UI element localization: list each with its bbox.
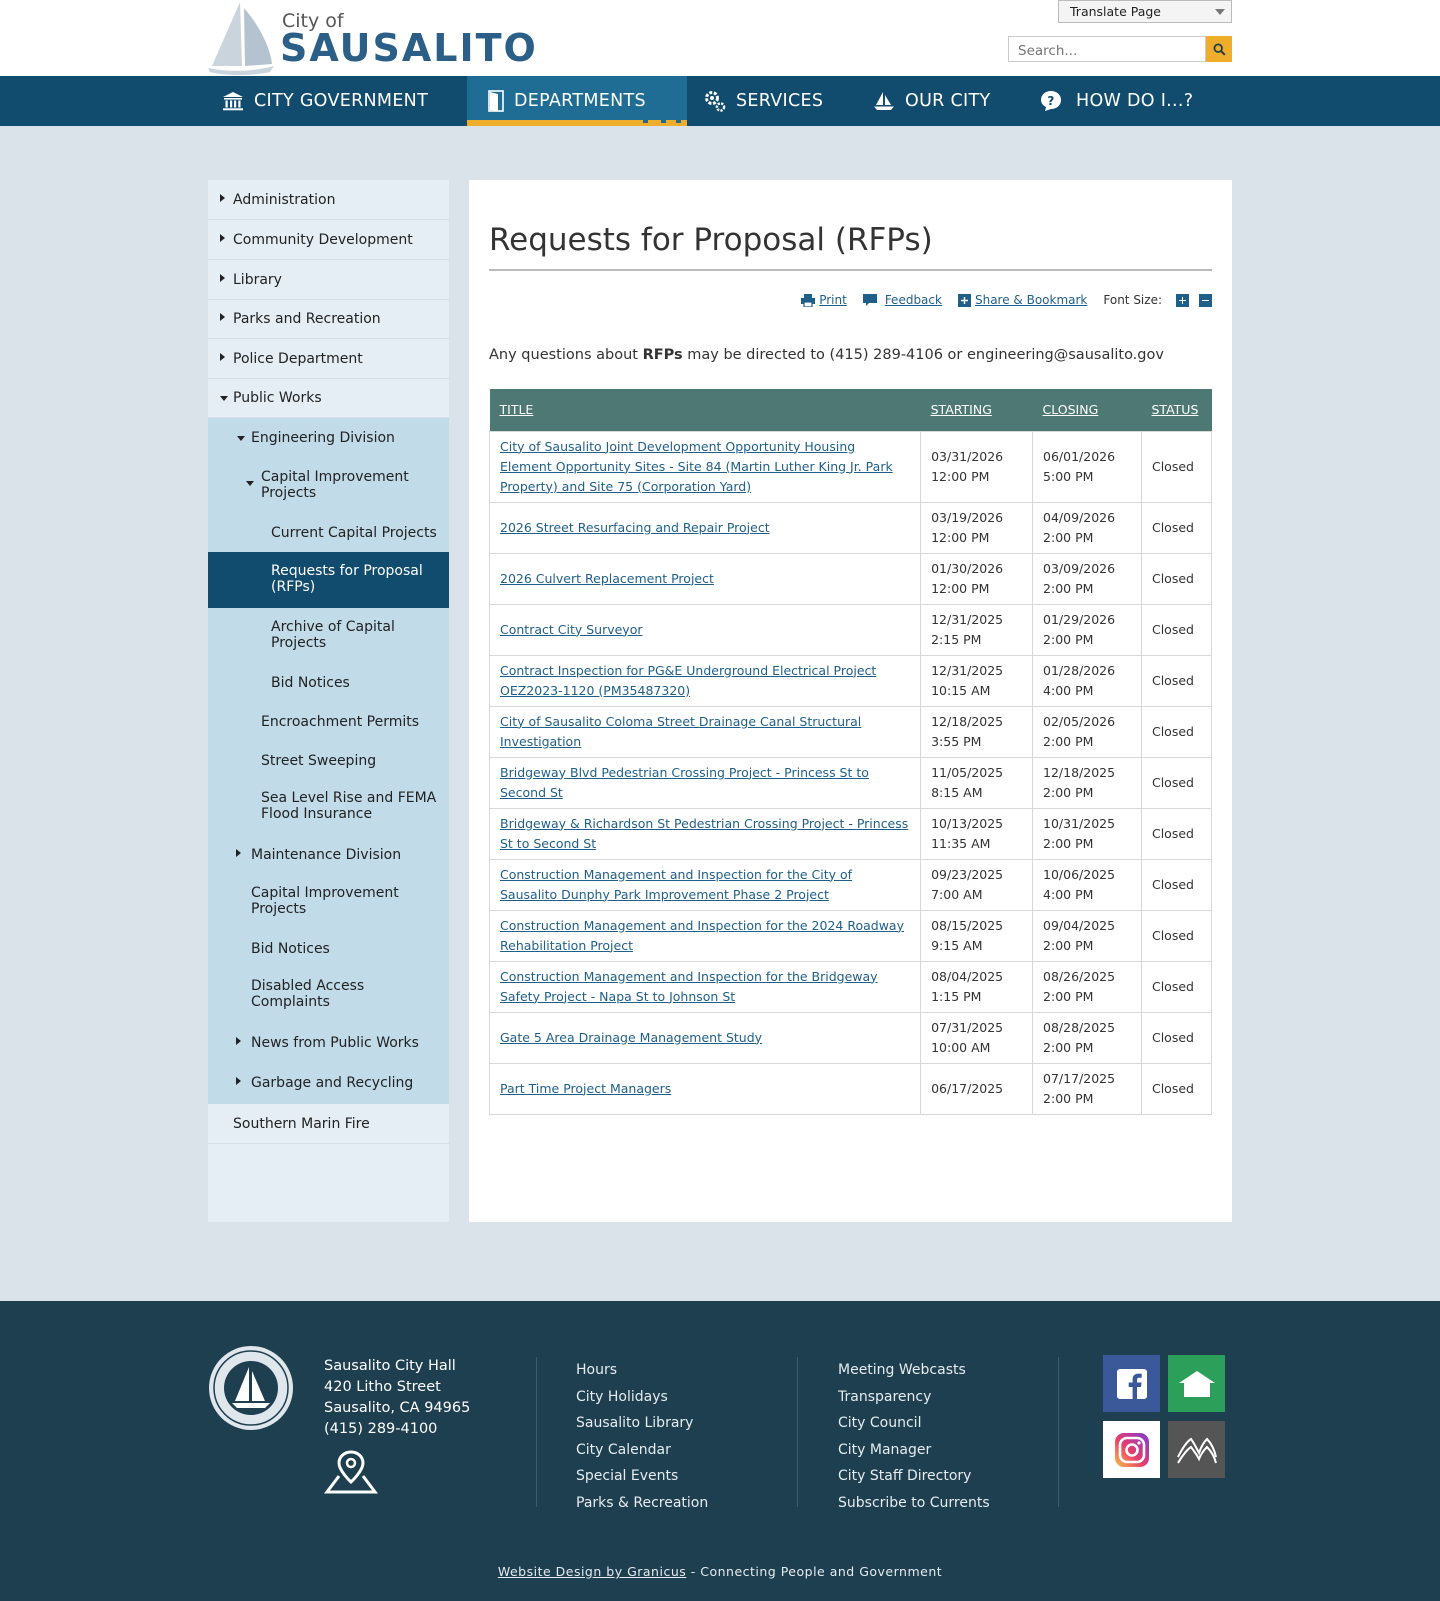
font-size-label: Font Size: [1103,293,1162,307]
sidebar-item-news-from-public-works[interactable]: News from Public Works [208,1024,449,1064]
table-row [490,502,1212,553]
sidebar-item-garbage-and-recycling[interactable]: Garbage and Recycling [208,1064,449,1104]
bridge-button[interactable] [1168,1421,1225,1478]
rfp-time: 10:15 AM [931,682,991,698]
sidebar-item-administration[interactable]: Administration [208,180,449,220]
sailboat-logo-icon [208,0,278,76]
rfp-time: 2:00 PM [1043,631,1094,647]
rfp-status-cell: Closed [1141,757,1211,808]
rfp-title-cell [490,553,921,604]
search-icon [1213,43,1226,56]
rfp-date: 07/17/2025 [1043,1070,1116,1086]
rfp-table [489,389,1212,1115]
map-pin-icon[interactable] [324,1450,378,1494]
footer-credit: Website Design by Granicus - Connecting People and Government [497,1564,943,1579]
footer-link-special-events[interactable]: Special Events [576,1468,679,1484]
rfp-starting-cell [921,502,1033,553]
font-increase-icon[interactable] [1176,294,1189,307]
rfp-date: 12/18/2025 [1043,764,1116,780]
rfp-date: 04/09/2026 [1043,509,1116,525]
footer-link-sausalito-library[interactable]: Sausalito Library [576,1415,694,1431]
rfp-time: 1:15 PM [931,988,982,1004]
rfp-status-cell: Closed [1141,502,1211,553]
column-header-status[interactable]: STATUS [1141,389,1211,431]
nav-label: DEPARTMENTS [514,91,646,111]
chevron-down-icon [1215,9,1225,15]
page-tools [785,292,1212,308]
city-hall-address: Sausalito City Hall 420 Litho Street Sausalito, CA 94965 (415) 289-4100 [324,1358,471,1437]
sidebar-item-disabled-access-complaints[interactable]: Disabled Access Complaints [251,978,365,1010]
sidebar-item-public-works[interactable]: Public Works [208,379,449,418]
rfp-status-cell: Closed [1141,1063,1211,1114]
title-divider [489,269,1212,271]
rfp-closing-cell [1033,1012,1142,1063]
rfp-time: 8:15 AM [931,784,983,800]
rfp-starting-cell [921,961,1033,1012]
rfp-title-link[interactable]: 2026 Street Resurfacing and Repair Project [500,519,770,535]
rfp-closing-cell [1033,859,1142,910]
rfp-date: 06/17/2025 [931,1080,1004,1096]
facebook-icon [1117,1369,1147,1399]
site-footer [0,1301,1440,1601]
rfp-status-cell: Closed [1141,604,1211,655]
sidebar-item-southern-marin-fire[interactable]: Southern Marin Fire [208,1104,449,1144]
feedback-link[interactable]: Feedback [863,293,942,307]
footer-link-transparency[interactable]: Transparency [838,1388,932,1405]
rfp-closing-cell [1033,1063,1142,1114]
site-header [0,0,1440,76]
column-header-title[interactable]: TITLE [490,389,921,431]
rfp-date: 03/19/2026 [931,509,1004,525]
rfp-time: 2:00 PM [1043,580,1094,596]
rfp-date: 08/26/2025 [1043,968,1116,984]
sidebar-item-encroachment-permits[interactable]: Encroachment Permits [261,714,420,730]
rfp-closing-cell [1033,910,1142,961]
footer-link-city-holidays[interactable]: City Holidays [576,1388,668,1405]
triangle-right-icon [236,1077,241,1085]
sidebar-item-engineering-division[interactable]: Engineering Division [208,418,449,458]
rfp-title-cell [490,431,921,502]
rfp-closing-cell [1033,655,1142,706]
rfp-date: 03/31/2026 [931,448,1004,464]
rfp-title-link[interactable]: Part Time Project Managers [500,1080,672,1096]
rfp-status-cell: Closed [1141,431,1211,502]
triangle-right-icon [220,234,225,242]
door-icon [488,90,504,112]
instagram-button[interactable] [1103,1421,1160,1478]
triangle-down-icon [220,396,228,401]
nextdoor-icon [1178,1369,1216,1399]
rfp-time: 2:00 PM [1043,784,1094,800]
rfp-closing-cell [1033,757,1142,808]
rfp-starting-cell [921,808,1033,859]
footer-link-city-council[interactable]: City Council [838,1415,922,1431]
sidebar-item-capital-improvement-projects-2[interactable]: Capital Improvement Projects [251,885,399,917]
rfp-time: 2:00 PM [1043,733,1094,749]
logo-sausalito: SAUSALITO [280,26,538,70]
nav-label: CITY GOVERNMENT [254,91,429,111]
rfp-status-cell: Closed [1141,1012,1211,1063]
sidebar-item-current-capital-projects[interactable]: Current Capital Projects [271,525,437,541]
rfp-date: 07/31/2025 [931,1019,1004,1035]
rfp-closing-cell [1033,502,1142,553]
rfp-date: 10/13/2025 [931,815,1004,831]
plus-box-icon [958,294,971,307]
table-row [490,655,1212,706]
print-link[interactable]: Print [801,293,847,307]
nav-active-indicator [467,120,687,126]
rfp-date: 01/30/2026 [931,560,1004,576]
rfp-closing-cell [1033,604,1142,655]
gears-icon [704,89,726,113]
rfp-starting-cell [921,655,1033,706]
table-row [490,706,1212,757]
rfp-date: 08/28/2025 [1043,1019,1116,1035]
nextdoor-button[interactable] [1168,1355,1225,1412]
triangle-down-icon [246,481,254,486]
rfp-title-link[interactable]: Bridgeway Blvd Pedestrian Crossing Project - Princess St to Second St [500,764,869,800]
rfp-title-cell [490,910,921,961]
rfp-title-cell [490,706,921,757]
rfp-title-cell [490,655,921,706]
rfp-date: 12/18/2025 [931,713,1004,729]
main-content [469,180,1232,1222]
printer-icon [801,294,815,307]
footer-links-col2 [838,1357,990,1516]
nav-our-city[interactable] [873,76,990,126]
nav-city-government[interactable] [222,76,428,126]
sidebar-item-bid-notices[interactable]: Bid Notices [271,675,350,691]
rfp-title-link[interactable]: City of Sausalito Coloma Street Drainage Canal Structural Investigation [500,713,862,749]
search-box [1008,36,1232,62]
rfp-starting-cell [921,859,1033,910]
city-hall-icon [222,91,244,111]
rfp-date: 02/05/2026 [1043,713,1116,729]
table-row [490,1012,1212,1063]
rfp-title-cell [490,604,921,655]
share-bookmark-link[interactable]: Share & Bookmark [958,293,1087,307]
table-header-row [490,389,1212,431]
rfp-title-link[interactable]: Bridgeway & Richardson St Pedestrian Crossing Project - Princess St to Second St [500,815,909,851]
sidebar-item-street-sweeping[interactable]: Street Sweeping [261,753,377,769]
rfp-time: 2:00 PM [1043,988,1094,1004]
bridge-icon [1176,1435,1218,1465]
rfp-time: 5:00 PM [1043,468,1094,484]
rfp-closing-cell [1033,553,1142,604]
rfp-time: 4:00 PM [1043,682,1094,698]
rfp-closing-cell [1033,706,1142,757]
rfp-title-cell [490,502,921,553]
footer-link-hours[interactable]: Hours [576,1362,618,1378]
rfp-status-cell: Closed [1141,910,1211,961]
rfp-date: 06/01/2026 [1043,448,1116,464]
sidebar-item-parks-and-recreation[interactable]: Parks and Recreation [208,300,449,339]
triangle-down-icon [237,436,245,441]
rfp-title-link[interactable]: Construction Management and Inspection for the 2024 Roadway Rehabilitation Project [500,917,904,953]
rfp-time: 7:00 AM [931,886,983,902]
rfp-time: 2:15 PM [931,631,982,647]
table-row [490,757,1212,808]
facebook-button[interactable] [1103,1355,1160,1412]
rfp-closing-cell [1033,431,1142,502]
rfp-title-link[interactable]: Contract Inspection for PG&E Underground Electrical Project OEZ2023-1120 (PM35487320) [500,662,877,698]
footer-link-meeting-webcasts[interactable]: Meeting Webcasts [838,1362,966,1378]
footer-divider [1058,1357,1059,1507]
rfp-starting-cell [921,757,1033,808]
rfp-starting-cell [921,910,1033,961]
site-logo[interactable] [208,0,538,76]
footer-link-city-manager[interactable]: City Manager [838,1441,932,1458]
speech-bubble-icon [863,294,877,307]
nav-how-do-i[interactable] [1040,76,1193,126]
table-row [490,859,1212,910]
sidebar-item-bid-notices-2[interactable]: Bid Notices [251,941,330,957]
rfp-date: 09/23/2025 [931,866,1004,882]
rfp-starting-cell [921,431,1033,502]
rfp-title-link[interactable]: City of Sausalito Joint Development Opportunity Housing Element Opportunity Sites - Site 84 (Martin Luther King Jr. Park Property) and Site 75 (Corporation Yard) [500,438,893,494]
svg-text:?: ? [1047,94,1055,108]
rfp-time: 11:35 AM [931,835,991,851]
instagram-icon [1113,1431,1151,1469]
rfp-title-cell [490,1063,921,1114]
column-header-starting[interactable]: STARTING [921,389,1033,431]
rfp-time: 2:00 PM [1043,1090,1094,1106]
sailboat-icon [873,91,895,111]
sidebar-item-archive-of-capital-projects[interactable]: Archive of Capital Projects [271,619,395,651]
table-row [490,961,1212,1012]
granicus-link[interactable]: Website Design by Granicus [497,1564,687,1579]
triangle-right-icon [220,353,225,361]
rfp-title-cell [490,859,921,910]
rfp-title-link[interactable]: Contract City Surveyor [500,621,643,637]
rfp-date: 03/09/2026 [1043,560,1116,576]
rfp-date: 08/04/2025 [931,968,1004,984]
rfp-time: 12:00 PM [931,580,990,596]
table-row [490,910,1212,961]
rfp-date: 11/05/2025 [931,764,1004,780]
rfp-starting-cell [921,553,1033,604]
sidebar-item-community-development[interactable]: Community Development [208,220,449,260]
rfp-title-link[interactable]: 2026 Culvert Replacement Project [500,570,714,586]
triangle-right-icon [236,849,241,857]
rfp-time: 9:15 AM [931,937,983,953]
rfp-title-cell [490,961,921,1012]
translate-select[interactable] [1058,0,1232,23]
table-row [490,808,1212,859]
rfp-date: 01/28/2026 [1043,662,1116,678]
table-row [490,604,1212,655]
rfp-time: 2:00 PM [1043,1039,1094,1055]
rfp-starting-cell [921,1063,1033,1114]
footer-divider [797,1357,798,1507]
rfp-time: 3:55 PM [931,733,982,749]
logo-city-of: City of [282,10,344,32]
city-seal-icon [208,1345,294,1431]
nav-departments[interactable] [467,76,687,126]
footer-divider [536,1357,537,1507]
footer-link-subscribe-to-currents[interactable]: Subscribe to Currents [838,1494,990,1511]
rfp-time: 12:00 PM [931,529,990,545]
page-title: Requests for Proposal (RFPs) [489,222,933,258]
rfp-date: 12/31/2025 [931,662,1004,678]
footer-link-city-staff-directory[interactable]: City Staff Directory [838,1468,972,1484]
footer-links-col1 [576,1357,708,1516]
footer-link-parks-recreation[interactable]: Parks & Recreation [576,1494,709,1511]
triangle-right-icon [220,194,225,202]
search-input[interactable] [1008,36,1206,62]
font-decrease-icon[interactable] [1199,294,1212,307]
nav-label: HOW DO I...? [1076,91,1194,111]
rfp-status-cell: Closed [1141,553,1211,604]
rfp-status-cell: Closed [1141,859,1211,910]
rfp-date: 01/29/2026 [1043,611,1116,627]
rfp-status-cell: Closed [1141,655,1211,706]
rfp-closing-cell [1033,961,1142,1012]
rfp-date: 12/31/2025 [931,611,1004,627]
rfp-title-link[interactable]: Gate 5 Area Drainage Management Study [500,1029,763,1045]
intro-text: Any questions about RFPs may be directed to (415) 289-4106 or engineering@sausalito.gov [489,347,1164,363]
sidebar-item-requests-for-proposal[interactable]: Requests for Proposal (RFPs) [208,552,449,608]
sidebar-item-maintenance-division[interactable]: Maintenance Division [208,836,449,874]
rfp-time: 2:00 PM [1043,835,1094,851]
rfp-title-link[interactable]: Construction Management and Inspection for the City of Sausalito Dunphy Park Improvement Phase 2 Project [500,866,853,902]
sidebar-item-capital-improvement-projects[interactable]: Capital Improvement Projects [208,458,449,510]
rfp-status-cell: Closed [1141,961,1211,1012]
nav-services[interactable] [704,76,823,126]
search-button[interactable] [1206,36,1232,62]
nav-label: SERVICES [736,91,824,111]
translate-label: Translate Page [1070,4,1161,19]
triangle-right-icon [236,1037,241,1045]
column-header-closing[interactable]: CLOSING [1033,389,1142,431]
rfp-starting-cell [921,706,1033,757]
sidebar-item-sea-level-rise[interactable]: Sea Level Rise and FEMA Flood Insurance [261,790,437,822]
footer-link-city-calendar[interactable]: City Calendar [576,1441,671,1458]
rfp-date: 08/15/2025 [931,917,1004,933]
rfp-title-cell [490,1012,921,1063]
rfp-date: 09/04/2025 [1043,917,1116,933]
rfp-time: 4:00 PM [1043,886,1094,902]
table-row [490,431,1212,502]
sidebar-nav [208,180,449,1222]
nav-label: OUR CITY [905,91,991,111]
rfp-starting-cell [921,604,1033,655]
rfp-title-cell [490,757,921,808]
table-row [490,1063,1212,1114]
triangle-right-icon [220,313,225,321]
sidebar-item-police-department[interactable]: Police Department [208,339,449,379]
rfp-time: 2:00 PM [1043,937,1094,953]
rfp-closing-cell [1033,808,1142,859]
triangle-right-icon [220,274,225,282]
rfp-date: 10/06/2025 [1043,866,1116,882]
rfp-starting-cell [921,1012,1033,1063]
sidebar-item-library[interactable]: Library [208,260,449,300]
question-bubble-icon [1040,90,1062,112]
rfp-title-link[interactable]: Construction Management and Inspection for the Bridgeway Safety Project - Napa St to Johnson St [500,968,878,1004]
rfp-date: 10/31/2025 [1043,815,1116,831]
rfp-time: 12:00 PM [931,468,990,484]
rfp-title-cell [490,808,921,859]
rfp-status-cell: Closed [1141,808,1211,859]
rfp-time: 2:00 PM [1043,529,1094,545]
table-row [490,553,1212,604]
rfp-status-cell: Closed [1141,706,1211,757]
main-nav [0,76,1440,126]
rfp-time: 10:00 AM [931,1039,991,1055]
